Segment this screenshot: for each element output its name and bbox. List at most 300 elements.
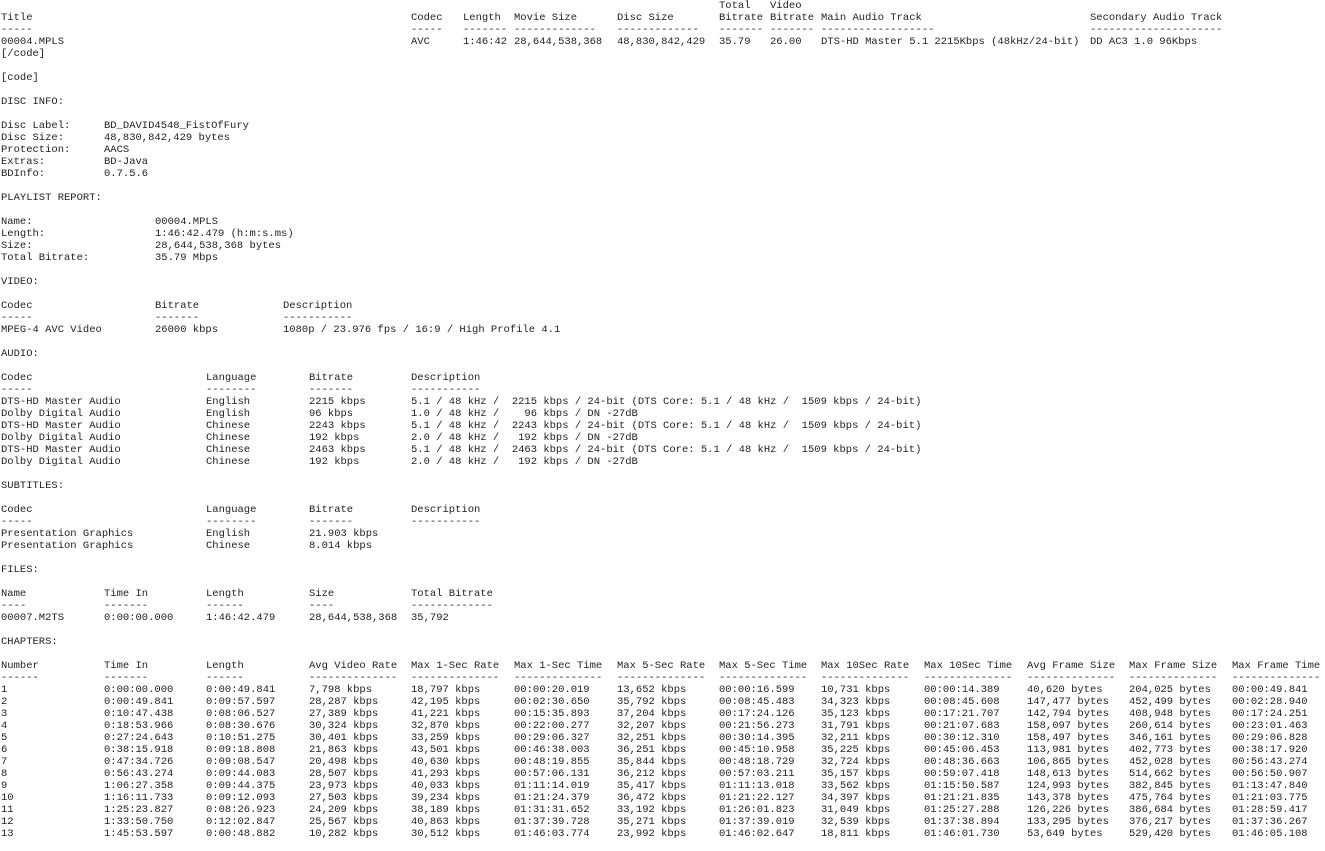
- report-cell: 48,830,842,429 bytes: [104, 132, 231, 144]
- report-cell: 01:46:01.730: [924, 828, 1000, 840]
- report-cell: Video: [770, 0, 802, 12]
- report-cell: 28,644,538,368 bytes: [155, 240, 282, 252]
- report-cell: Bitrate: [309, 504, 354, 516]
- report-cell: -------------: [514, 24, 596, 36]
- report-cell: -----------: [411, 384, 481, 396]
- report-cell: --------------: [1027, 672, 1116, 684]
- report-cell: Name: [1, 588, 27, 600]
- report-cell: BDInfo:: [1, 168, 46, 180]
- report-cell: 41,293 kbps: [411, 768, 481, 780]
- report-cell: 32,870 kbps: [411, 720, 481, 732]
- report-cell: 475,764 bytes: [1129, 792, 1211, 804]
- report-cell: Disc Size:: [1, 132, 65, 144]
- report-cell: 33,259 kbps: [411, 732, 481, 744]
- report-cell: 514,662 bytes: [1129, 768, 1211, 780]
- report-cell: Max 5-Sec Time: [719, 660, 808, 672]
- report-cell: -----: [1, 24, 33, 36]
- report-cell: -----------: [283, 312, 353, 324]
- report-cell: 00:17:24.126: [719, 708, 795, 720]
- report-cell: 0:47:34.726: [104, 756, 174, 768]
- report-cell: 36,212 kbps: [617, 768, 687, 780]
- report-cell: 11: [1, 804, 14, 816]
- report-cell: 00:00:20.019: [514, 684, 590, 696]
- report-cell: 00:45:10.958: [719, 744, 795, 756]
- report-cell: 30,324 kbps: [309, 720, 379, 732]
- report-cell: --------: [206, 384, 257, 396]
- report-cell: Length: [463, 12, 501, 24]
- report-cell: BD_DAVID4548_FistOfFury: [104, 120, 249, 132]
- report-cell: 0:10:47.438: [104, 708, 174, 720]
- report-cell: --------------: [617, 672, 706, 684]
- report-cell: 32,251 kbps: [617, 732, 687, 744]
- report-cell: 0:09:57.597: [206, 696, 276, 708]
- report-cell: 36,251 kbps: [617, 744, 687, 756]
- report-cell: 0:38:15.918: [104, 744, 174, 756]
- report-cell: 0:00:49.841: [206, 684, 276, 696]
- report-cell: -------: [104, 672, 149, 684]
- report-cell: CHAPTERS:: [1, 636, 58, 648]
- report-cell: Chinese: [206, 432, 251, 444]
- report-cell: Avg Video Rate: [309, 660, 398, 672]
- report-cell: 18,811 kbps: [821, 828, 891, 840]
- report-cell: 21.903 kbps: [309, 528, 379, 540]
- report-cell: 147,477 bytes: [1027, 696, 1109, 708]
- report-cell: Max 1-Sec Time: [514, 660, 603, 672]
- report-cell: 35,792 kbps: [617, 696, 687, 708]
- report-cell: 1:16:11.733: [104, 792, 174, 804]
- report-cell: -------: [155, 312, 200, 324]
- report-cell: 5.1 / 48 kHz / 2243 kbps / 24-bit (DTS Core: 5.1 / 48 kHz / 1509 kbps / 24-bit): [411, 420, 922, 432]
- report-cell: 35.79: [719, 36, 751, 48]
- report-cell: 01:31:31.652: [514, 804, 590, 816]
- report-cell: 35,157 kbps: [821, 768, 891, 780]
- report-cell: 53,649 bytes: [1027, 828, 1103, 840]
- report-cell: 23,973 kbps: [309, 780, 379, 792]
- report-cell: 34,323 kbps: [821, 696, 891, 708]
- report-cell: 32,539 kbps: [821, 816, 891, 828]
- report-cell: 376,217 bytes: [1129, 816, 1211, 828]
- report-cell: 01:46:05.108: [1232, 828, 1308, 840]
- report-cell: -----: [411, 24, 443, 36]
- report-cell: 00:48:36.663: [924, 756, 1000, 768]
- report-cell: [/code]: [1, 48, 46, 60]
- report-cell: 0:08:26.923: [206, 804, 276, 816]
- report-cell: Chinese: [206, 540, 251, 552]
- report-cell: DTS-HD Master Audio: [1, 444, 121, 456]
- report-cell: 01:21:03.775: [1232, 792, 1308, 804]
- report-cell: 113,981 bytes: [1027, 744, 1109, 756]
- report-cell: --------------: [514, 672, 603, 684]
- report-cell: Time In: [104, 588, 149, 600]
- report-cell: AVC: [411, 36, 430, 48]
- report-cell: Size:: [1, 240, 33, 252]
- report-cell: 36,472 kbps: [617, 792, 687, 804]
- report-cell: 00:23:01.463: [1232, 720, 1308, 732]
- report-cell: 28,287 kbps: [309, 696, 379, 708]
- report-cell: 18,797 kbps: [411, 684, 481, 696]
- report-cell: 0:18:53.966: [104, 720, 174, 732]
- report-cell: -----: [1, 516, 33, 528]
- report-cell: Name:: [1, 216, 33, 228]
- report-cell: 32,211 kbps: [821, 732, 891, 744]
- report-cell: 5.1 / 48 kHz / 2215 kbps / 24-bit (DTS Core: 5.1 / 48 kHz / 1509 kbps / 24-bit): [411, 396, 922, 408]
- report-cell: 28,507 kbps: [309, 768, 379, 780]
- report-cell: 00:17:21.707: [924, 708, 1000, 720]
- report-cell: 28,644,538,368: [309, 612, 398, 624]
- report-cell: -------: [463, 24, 508, 36]
- report-cell: 124,993 bytes: [1027, 780, 1109, 792]
- report-cell: Length:: [1, 228, 46, 240]
- report-cell: 1.0 / 48 kHz / 96 kbps / DN -27dB: [411, 408, 638, 420]
- report-cell: 01:15:50.587: [924, 780, 1000, 792]
- report-cell: 4: [1, 720, 8, 732]
- report-cell: -------: [770, 24, 815, 36]
- report-cell: ----: [309, 600, 335, 612]
- report-cell: -----: [1, 384, 33, 396]
- report-cell: Chinese: [206, 420, 251, 432]
- report-cell: Bitrate: [719, 12, 764, 24]
- report-cell: 35,417 kbps: [617, 780, 687, 792]
- report-cell: 01:37:39.728: [514, 816, 590, 828]
- report-cell: DD AC3 1.0 96Kbps: [1090, 36, 1198, 48]
- report-cell: Bitrate: [309, 372, 354, 384]
- report-cell: 00:00:49.841: [1232, 684, 1308, 696]
- report-cell: 5.1 / 48 kHz / 2463 kbps / 24-bit (DTS Core: 5.1 / 48 kHz / 1509 kbps / 24-bit): [411, 444, 922, 456]
- report-cell: 2463 kbps: [309, 444, 366, 456]
- report-cell: DTS-HD Master 5.1 2215Kbps (48kHz/24-bit): [821, 36, 1080, 48]
- report-cell: 33,562 kbps: [821, 780, 891, 792]
- report-cell: 0:00:48.882: [206, 828, 276, 840]
- report-cell: --------------: [309, 672, 398, 684]
- report-cell: FILES:: [1, 564, 39, 576]
- report-cell: DTS-HD Master Audio: [1, 420, 121, 432]
- report-cell: Total: [719, 0, 751, 12]
- report-cell: 00:48:18.729: [719, 756, 795, 768]
- report-cell: Secondary Audio Track: [1090, 12, 1223, 24]
- report-cell: 12: [1, 816, 14, 828]
- report-cell: Title: [1, 12, 33, 24]
- report-cell: ------------------: [821, 24, 935, 36]
- report-cell: 0:08:06.527: [206, 708, 276, 720]
- report-cell: 7,798 kbps: [309, 684, 373, 696]
- report-cell: DTS-HD Master Audio: [1, 396, 121, 408]
- report-cell: Max 1-Sec Rate: [411, 660, 500, 672]
- report-cell: 0.7.5.6: [104, 168, 149, 180]
- report-cell: 10,731 kbps: [821, 684, 891, 696]
- report-cell: 260,614 bytes: [1129, 720, 1211, 732]
- report-cell: -----------: [411, 516, 481, 528]
- report-cell: 0:10:51.275: [206, 732, 276, 744]
- report-cell: 00:22:00.277: [514, 720, 590, 732]
- report-cell: 0:56:43.274: [104, 768, 174, 780]
- report-cell: 1:46:42.479 (h:m:s.ms): [155, 228, 294, 240]
- report-cell: Time In: [104, 660, 149, 672]
- report-cell: 43,501 kbps: [411, 744, 481, 756]
- report-cell: -------------: [617, 24, 699, 36]
- report-cell: -------: [719, 24, 764, 36]
- report-cell: SUBTITLES:: [1, 480, 65, 492]
- report-cell: 24,209 kbps: [309, 804, 379, 816]
- report-cell: 40,620 bytes: [1027, 684, 1103, 696]
- report-cell: 35,844 kbps: [617, 756, 687, 768]
- report-cell: 142,794 bytes: [1027, 708, 1109, 720]
- report-cell: ---------------------: [1090, 24, 1223, 36]
- report-cell: 133,295 bytes: [1027, 816, 1109, 828]
- report-cell: 8.014 kbps: [309, 540, 373, 552]
- report-cell: Max Frame Size: [1129, 660, 1218, 672]
- report-cell: 0:09:44.083: [206, 768, 276, 780]
- report-cell: Movie Size: [514, 12, 578, 24]
- report-cell: Max 10Sec Rate: [821, 660, 910, 672]
- report-cell: Total Bitrate: [411, 588, 493, 600]
- report-cell: English: [206, 408, 251, 420]
- report-cell: 01:21:24.379: [514, 792, 590, 804]
- report-cell: 00:57:06.131: [514, 768, 590, 780]
- report-cell: Chinese: [206, 444, 251, 456]
- report-cell: 01:21:21.835: [924, 792, 1000, 804]
- report-cell: 452,028 bytes: [1129, 756, 1211, 768]
- report-cell: 00:45:06.453: [924, 744, 1000, 756]
- report-cell: 0:00:00.000: [104, 612, 174, 624]
- report-cell: Codec: [411, 12, 443, 24]
- report-cell: 37,204 kbps: [617, 708, 687, 720]
- report-cell: DISC INFO:: [1, 96, 65, 108]
- report-cell: 00:59:07.418: [924, 768, 1000, 780]
- report-cell: Codec: [1, 300, 33, 312]
- report-cell: 00:15:35.893: [514, 708, 590, 720]
- report-cell: 01:26:01.823: [719, 804, 795, 816]
- report-cell: 31,791 kbps: [821, 720, 891, 732]
- report-cell: 01:46:03.774: [514, 828, 590, 840]
- report-cell: 34,397 kbps: [821, 792, 891, 804]
- report-cell: 01:46:02.647: [719, 828, 795, 840]
- report-cell: AACS: [104, 144, 130, 156]
- report-cell: 21,863 kbps: [309, 744, 379, 756]
- report-cell: 30,512 kbps: [411, 828, 481, 840]
- report-cell: 382,845 bytes: [1129, 780, 1211, 792]
- report-cell: 2: [1, 696, 8, 708]
- report-cell: 40,863 kbps: [411, 816, 481, 828]
- report-cell: 00:56:50.907: [1232, 768, 1308, 780]
- report-cell: 10,282 kbps: [309, 828, 379, 840]
- report-cell: 40,630 kbps: [411, 756, 481, 768]
- report-cell: AUDIO:: [1, 348, 39, 360]
- report-cell: 27,389 kbps: [309, 708, 379, 720]
- report-cell: 00:00:16.599: [719, 684, 795, 696]
- report-cell: English: [206, 396, 251, 408]
- report-cell: 346,161 bytes: [1129, 732, 1211, 744]
- report-cell: -------: [309, 384, 354, 396]
- report-cell: 1080p / 23.976 fps / 16:9 / High Profile 4.1: [283, 324, 561, 336]
- report-cell: Language: [206, 504, 257, 516]
- report-cell: 1:25:23.827: [104, 804, 174, 816]
- report-cell: 0:27:24.643: [104, 732, 174, 744]
- report-cell: Description: [283, 300, 353, 312]
- report-cell: 7: [1, 756, 8, 768]
- report-cell: 143,378 bytes: [1027, 792, 1109, 804]
- report-cell: 0:08:30.676: [206, 720, 276, 732]
- report-cell: 35,792: [411, 612, 449, 624]
- report-cell: Length: [206, 588, 244, 600]
- report-cell: Length: [206, 660, 244, 672]
- report-cell: 01:21:22.127: [719, 792, 795, 804]
- report-cell: Max 10Sec Time: [924, 660, 1013, 672]
- report-cell: 00004.MPLS: [1, 36, 65, 48]
- report-cell: BD-Java: [104, 156, 149, 168]
- report-cell: -----: [1, 312, 33, 324]
- report-cell: Presentation Graphics: [1, 540, 134, 552]
- report-cell: Presentation Graphics: [1, 528, 134, 540]
- report-cell: --------------: [821, 672, 910, 684]
- report-cell: 32,724 kbps: [821, 756, 891, 768]
- report-cell: 00007.M2TS: [1, 612, 65, 624]
- report-cell: 33,192 kbps: [617, 804, 687, 816]
- report-cell: 00:00:14.389: [924, 684, 1000, 696]
- report-cell: 01:37:36.267: [1232, 816, 1308, 828]
- report-cell: 00:02:30.650: [514, 696, 590, 708]
- report-cell: Dolby Digital Audio: [1, 432, 121, 444]
- report-cell: 192 kbps: [309, 432, 360, 444]
- report-cell: 01:11:14.019: [514, 780, 590, 792]
- report-cell: 106,865 bytes: [1027, 756, 1109, 768]
- report-cell: 2243 kbps: [309, 420, 366, 432]
- report-cell: 204,025 bytes: [1129, 684, 1211, 696]
- report-cell: 30,401 kbps: [309, 732, 379, 744]
- report-cell: 1:06:27.358: [104, 780, 174, 792]
- report-cell: 31,049 kbps: [821, 804, 891, 816]
- report-cell: 0:09:08.547: [206, 756, 276, 768]
- report-cell: VIDEO:: [1, 276, 39, 288]
- report-cell: 2.0 / 48 kHz / 192 kbps / DN -27dB: [411, 432, 638, 444]
- report-cell: 00:21:56.273: [719, 720, 795, 732]
- report-cell: 40,033 kbps: [411, 780, 481, 792]
- report-cell: 158,097 bytes: [1027, 720, 1109, 732]
- report-cell: 9: [1, 780, 8, 792]
- report-cell: Codec: [1, 372, 33, 384]
- report-cell: Max Frame Time: [1232, 660, 1321, 672]
- report-cell: 1:33:50.750: [104, 816, 174, 828]
- report-cell: Description: [411, 504, 481, 516]
- report-cell: --------------: [1232, 672, 1321, 684]
- report-cell: 01:11:13.018: [719, 780, 795, 792]
- report-cell: Bitrate: [770, 12, 815, 24]
- report-cell: 3: [1, 708, 8, 720]
- report-cell: Avg Frame Size: [1027, 660, 1116, 672]
- report-cell: 0:09:44.375: [206, 780, 276, 792]
- report-cell: 0:00:00.000: [104, 684, 174, 696]
- report-cell: 0:12:02.847: [206, 816, 276, 828]
- report-cell: Chinese: [206, 456, 251, 468]
- report-cell: 452,499 bytes: [1129, 696, 1211, 708]
- report-cell: 00:38:17.920: [1232, 744, 1308, 756]
- report-cell: Dolby Digital Audio: [1, 408, 121, 420]
- report-cell: 13,652 kbps: [617, 684, 687, 696]
- report-cell: ------: [206, 672, 244, 684]
- report-cell: 00:30:12.310: [924, 732, 1000, 744]
- report-cell: 32,207 kbps: [617, 720, 687, 732]
- report-cell: 00:46:38.003: [514, 744, 590, 756]
- report-cell: Number: [1, 660, 39, 672]
- report-cell: 5: [1, 732, 8, 744]
- report-cell: 35,225 kbps: [821, 744, 891, 756]
- report-cell: 0:00:49.841: [104, 696, 174, 708]
- report-cell: 126,226 bytes: [1027, 804, 1109, 816]
- report-cell: 39,234 kbps: [411, 792, 481, 804]
- report-cell: Language: [206, 372, 257, 384]
- report-cell: 1:45:53.597: [104, 828, 174, 840]
- report-cell: 13: [1, 828, 14, 840]
- report-cell: Disc Label:: [1, 120, 71, 132]
- report-cell: 386,684 bytes: [1129, 804, 1211, 816]
- report-cell: 35,123 kbps: [821, 708, 891, 720]
- report-cell: Main Audio Track: [821, 12, 922, 24]
- report-cell: 00:56:43.274: [1232, 756, 1308, 768]
- report-cell: ------: [206, 600, 244, 612]
- report-cell: 408,948 bytes: [1129, 708, 1211, 720]
- report-cell: 00:21:07.683: [924, 720, 1000, 732]
- report-cell: 00:02:28.940: [1232, 696, 1308, 708]
- report-cell: 01:37:38.894: [924, 816, 1000, 828]
- report-cell: 00:08:45.483: [719, 696, 795, 708]
- report-cell: PLAYLIST REPORT:: [1, 192, 102, 204]
- report-cell: 1:46:42.479: [206, 612, 276, 624]
- report-cell: 20,498 kbps: [309, 756, 379, 768]
- report-cell: 38,189 kbps: [411, 804, 481, 816]
- report-cell: English: [206, 528, 251, 540]
- report-cell: 148,613 bytes: [1027, 768, 1109, 780]
- report-cell: Codec: [1, 504, 33, 516]
- report-cell: 00:29:06.327: [514, 732, 590, 744]
- report-cell: ----: [1, 600, 27, 612]
- report-cell: -------------: [411, 600, 493, 612]
- report-cell: 402,773 bytes: [1129, 744, 1211, 756]
- report-cell: --------------: [924, 672, 1013, 684]
- report-cell: 00:57:03.211: [719, 768, 795, 780]
- report-cell: 23,992 kbps: [617, 828, 687, 840]
- report-cell: 00:08:45.608: [924, 696, 1000, 708]
- report-cell: 1: [1, 684, 8, 696]
- report-cell: MPEG-4 AVC Video: [1, 324, 102, 336]
- report-cell: ------: [1, 672, 39, 684]
- report-cell: --------------: [411, 672, 500, 684]
- report-cell: [code]: [1, 72, 39, 84]
- report-cell: 2.0 / 48 kHz / 192 kbps / DN -27dB: [411, 456, 638, 468]
- report-cell: 42,195 kbps: [411, 696, 481, 708]
- report-cell: Description: [411, 372, 481, 384]
- report-cell: 01:13:47.840: [1232, 780, 1308, 792]
- report-cell: 2215 kbps: [309, 396, 366, 408]
- report-cell: 01:28:59.417: [1232, 804, 1308, 816]
- report-cell: -------: [104, 600, 149, 612]
- report-cell: 48,830,842,429: [617, 36, 706, 48]
- report-cell: Total Bitrate:: [1, 252, 90, 264]
- report-cell: 01:25:27.288: [924, 804, 1000, 816]
- report-cell: Disc Size: [617, 12, 674, 24]
- report-cell: 01:37:39.019: [719, 816, 795, 828]
- report-cell: Max 5-Sec Rate: [617, 660, 706, 672]
- report-cell: 41,221 kbps: [411, 708, 481, 720]
- report-cell: -------: [309, 516, 354, 528]
- report-cell: 0:09:18.808: [206, 744, 276, 756]
- report-cell: 00:17:24.251: [1232, 708, 1308, 720]
- report-cell: 26.00: [770, 36, 802, 48]
- report-cell: 96 kbps: [309, 408, 354, 420]
- report-cell: 25,567 kbps: [309, 816, 379, 828]
- report-cell: 10: [1, 792, 14, 804]
- report-cell: 0:09:12.093: [206, 792, 276, 804]
- report-cell: 00:48:19.855: [514, 756, 590, 768]
- report-cell: 1:46:42: [463, 36, 508, 48]
